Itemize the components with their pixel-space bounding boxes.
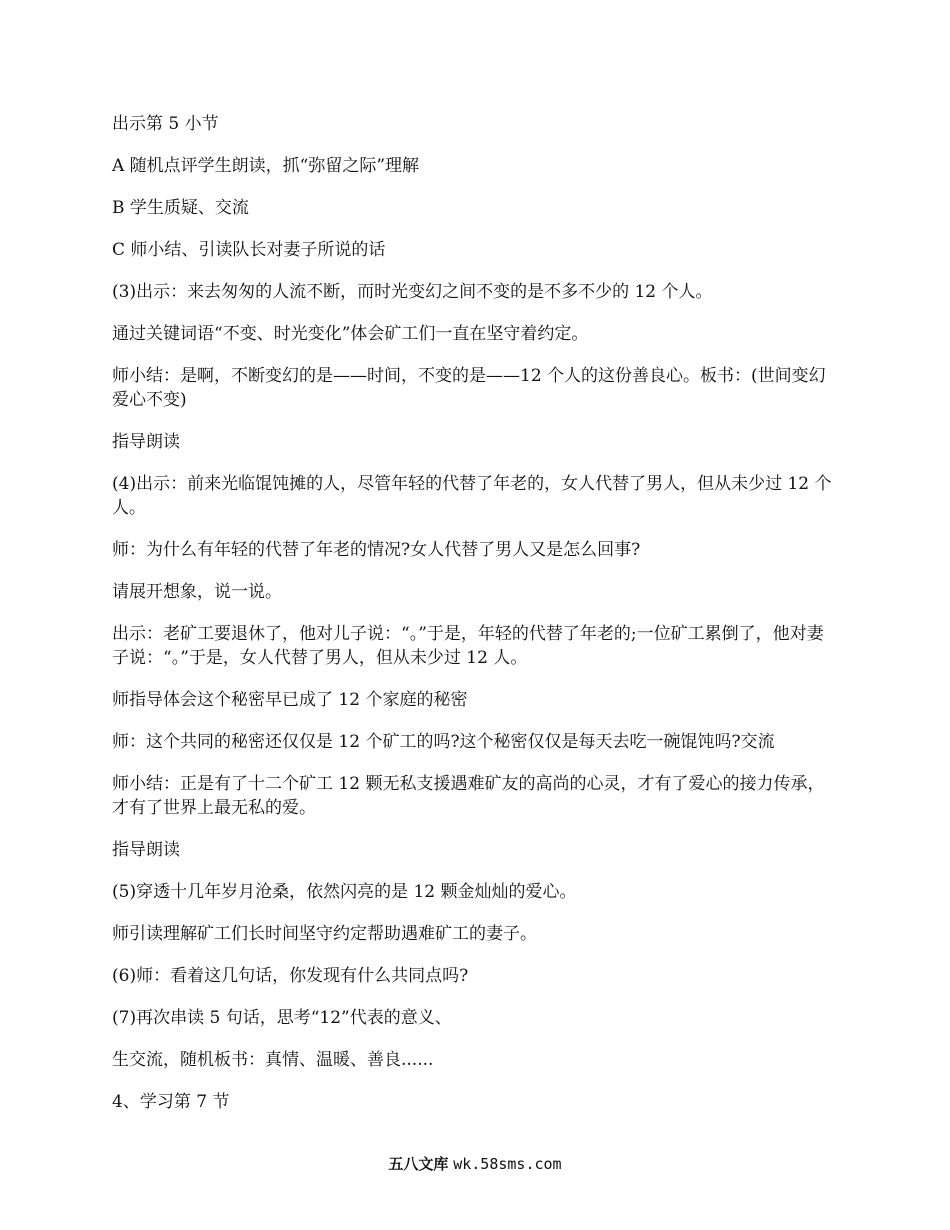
paragraph: A 随机点评学生朗读，抓“弥留之际”理解 <box>112 156 420 176</box>
paragraph: 出示：老矿工要退休了，他对儿子说：“。”于是，年轻的代替了年老的;一位矿工累倒了，他对妻子说：“。”于是，女人代替了男人，但从未少过 12 人。 <box>112 624 824 668</box>
paragraph: 生交流，随机板书：真情、温暖、善良...... <box>112 1050 434 1070</box>
paragraph: (3)出示：来去匆匆的人流不断，而时光变幻之间不变的是不多不少的 12 个人。 <box>112 282 713 302</box>
paragraph: 请展开想象，说一说。 <box>112 582 282 602</box>
page-footer <box>0 1154 950 1174</box>
paragraph: 师指导体会这个秘密早已成了 12 个家庭的秘密 <box>112 690 468 710</box>
paragraph: C 师小结、引读队长对妻子所说的话 <box>112 240 386 260</box>
paragraph: (4)出示：前来光临馄饨摊的人，尽管年轻的代替了年老的，女人代替了男人，但从未少过 12 个人。 <box>112 474 832 518</box>
paragraph: (7)再次串读 5 句话，思考“12”代表的意义、 <box>112 1008 452 1028</box>
paragraph: (5)穿透十几年岁月沧桑，依然闪亮的是 12 颗金灿灿的爱心。 <box>112 882 577 902</box>
paragraph: 师小结：是啊，不断变幻的是——时间，不变的是——12 个人的这份善良心。板书：(世间变幻 爱心不变) <box>112 366 832 410</box>
paragraph: 师：为什么有年轻的代替了年老的情况?女人代替了男人又是怎么回事? <box>112 540 641 560</box>
paragraph: 师小结：正是有了十二个矿工 12 颗无私支援遇难矿友的高尚的心灵，才有了爱心的接力传承，才有了世界上最无私的爱。 <box>112 774 825 818</box>
paragraph: (6)师：看着这几句话，你发现有什么共同点吗? <box>112 966 469 986</box>
footer-site-url: wk.58sms.com <box>453 1155 562 1173</box>
footer-site-name: 五八文库 <box>388 1155 449 1173</box>
paragraph: 出示第 5 小节 <box>112 114 219 134</box>
paragraph: 师：这个共同的秘密还仅仅是 12 个矿工的吗?这个秘密仅仅是每天去吃一碗馄饨吗?交流 <box>112 732 775 752</box>
paragraph: 师引读理解矿工们长时间坚守约定帮助遇难矿工的妻子。 <box>112 924 537 944</box>
paragraph: 通过关键词语“不变、时光变化”体会矿工们一直在坚守着约定。 <box>112 324 589 344</box>
paragraph: 4、学习第 7 节 <box>112 1092 230 1112</box>
document-body <box>112 112 840 1132</box>
paragraph: B 学生质疑、交流 <box>112 198 249 218</box>
paragraph: 指导朗读 <box>112 432 180 452</box>
paragraph: 指导朗读 <box>112 840 180 860</box>
